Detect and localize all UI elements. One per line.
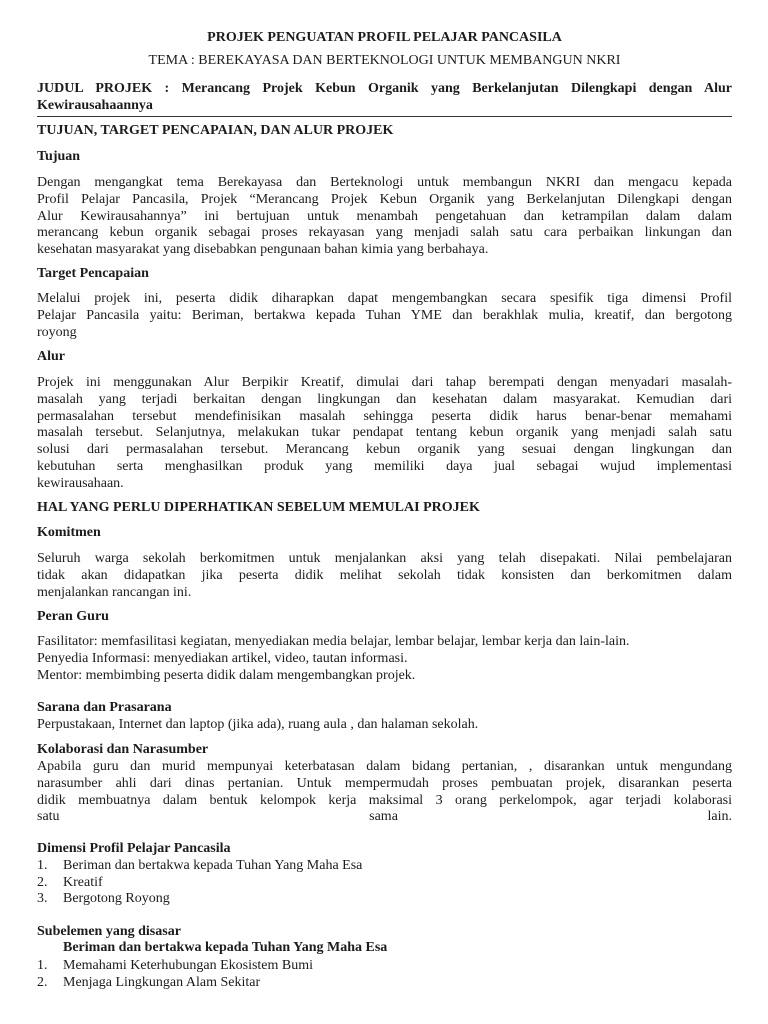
list-number: 1. bbox=[37, 858, 48, 873]
paragraph-line: royong bbox=[37, 324, 77, 340]
document-title: PROJEK PENGUATAN PROFIL PELAJAR PANCASILA bbox=[207, 30, 562, 45]
paragraph-line: menjalankan rancangan ini. bbox=[37, 584, 192, 600]
paragraph-sarana bbox=[37, 717, 732, 734]
paragraph-line: kebutuhan serta menghasilkan produk yang memiliki daya jual sebagai wujud implementasi bbox=[37, 458, 732, 474]
subheading-sarana: Sarana dan Prasarana bbox=[37, 700, 172, 715]
role-line-mentor: Mentor: membimbing peserta didik dalam mengembangkan projek. bbox=[37, 667, 416, 683]
subheading-peran-guru: Peran Guru bbox=[37, 609, 109, 624]
list-text: Beriman dan bertakwa kepada Tuhan Yang Maha Esa bbox=[63, 858, 363, 873]
paragraph-line: permasalahan tersebut mendefinisikan masalah sehingga peserta didik harus benar-benar memahami bbox=[37, 408, 732, 424]
project-title bbox=[37, 81, 732, 115]
paragraph-line: kesehatan masyarakat yang disebabkan pengunaan bahan kimia yang berbahaya. bbox=[37, 242, 489, 258]
paragraph-line: satu sama lain. bbox=[37, 809, 732, 825]
paragraph-line: tidak akan didapatkan jika peserta didik melihat sekolah tidak konsisten dan berkomitmen dalam bbox=[37, 567, 732, 583]
paragraph-line: masalah tersebut. Selanjutnya, melakukan tukar pendapat tentang kebun organik yang menjadi salah satu bbox=[37, 425, 732, 441]
subheading-tujuan: Tujuan bbox=[37, 149, 81, 164]
subheading-alur: Alur bbox=[37, 349, 65, 364]
list-text: Menjaga Lingkungan Alam Sekitar bbox=[63, 974, 261, 990]
role-line-penyedia-informasi: Penyedia Informasi: menyediakan artikel, video, tautan informasi. bbox=[37, 650, 408, 666]
paragraph-line: didik membuatnya dalam bentuk kelompok kerja maksimal 3 orang perkelompok, agar terjadi kolaborasi bbox=[37, 792, 732, 808]
list-text: Bergotong Royong bbox=[63, 891, 170, 907]
section-heading-preparation: HAL YANG PERLU DIPERHATIKAN SEBELUM MEMULAI PROJEK bbox=[37, 500, 480, 515]
title-divider bbox=[37, 116, 732, 117]
paragraph-line: Alur Kewirausahannya” ini bertujuan untuk menambah pengetahuan dan ketrampilan dalam dalam bbox=[37, 208, 732, 224]
paragraph-line: Profil Pelajar Pancasila, Projek “Merancang Projek Kebun Organik yang Berkelanjutan Dilengkapi dengan bbox=[37, 191, 732, 207]
project-title-line: JUDUL PROJEK : Merancang Projek Kebun Organik yang Berkelanjutan Dilengkapi dengan Alur bbox=[37, 81, 732, 96]
subheading-dimensi: Dimensi Profil Pelajar Pancasila bbox=[37, 841, 231, 856]
subelemen-dimension-title: Beriman dan bertakwa kepada Tuhan Yang Maha Esa bbox=[63, 940, 388, 955]
subheading-komitmen: Komitmen bbox=[37, 525, 101, 540]
paragraph-kolaborasi bbox=[37, 759, 732, 826]
paragraph-line: Melalui projek ini, peserta didik diharapkan dapat mengembangkan secara spesifik tiga dimensi Profil bbox=[37, 291, 732, 306]
paragraph-line: Apabila guru dan murid mempunyai keterbatasan dalam bidang pertanian, , disarankan untuk mengundang bbox=[37, 759, 732, 774]
list-text: Kreatif bbox=[63, 874, 103, 890]
subheading-target: Target Pencapaian bbox=[37, 266, 149, 281]
paragraph-line: Perpustakaan, Internet dan laptop (jika ada), ruang aula , dan halaman sekolah. bbox=[37, 717, 479, 732]
paragraph-line: narasumber ahli dari dinas pertanian. Untuk mempermudah proses pembuatan projek, disarankan peserta bbox=[37, 775, 732, 791]
subelemen-list bbox=[37, 958, 732, 991]
list-item bbox=[37, 975, 732, 992]
project-title-line: Kewirausahaannya bbox=[37, 97, 153, 113]
theme-line: TEMA : BEREKAYASA DAN BERTEKNOLOGI UNTUK MEMBANGUN NKRI bbox=[148, 53, 621, 68]
paragraph-komitmen bbox=[37, 551, 732, 601]
list-text: Memahami Keterhubungan Ekosistem Bumi bbox=[63, 958, 314, 973]
list-item bbox=[37, 875, 732, 892]
paragraph-target bbox=[37, 291, 732, 341]
section-heading-goals: TUJUAN, TARGET PENCAPAIAN, DAN ALUR PROJEK bbox=[37, 123, 394, 138]
paragraph-line: solusi dari permasalahan tersebut. Merancang kebun organik yang sesuai dengan lingkungan dan bbox=[37, 442, 732, 458]
list-item bbox=[37, 958, 732, 975]
dimensi-list bbox=[37, 858, 732, 908]
list-number: 3. bbox=[37, 891, 48, 907]
paragraph-line: Pelajar Pancasila yaitu: Beriman, bertakwa kepada Tuhan YME dan berakhlak mulia, kreatif, dan bergotong bbox=[37, 307, 732, 323]
paragraph-peran-guru bbox=[37, 634, 732, 684]
paragraph-tujuan bbox=[37, 175, 732, 259]
list-item bbox=[37, 858, 732, 875]
list-number: 1. bbox=[37, 958, 48, 973]
list-number: 2. bbox=[37, 874, 48, 890]
paragraph-line: masalah yang terjadi berkaitan dengan lingkungan dan kesehatan dalam masyarakat. Kemudian dari bbox=[37, 391, 732, 407]
role-line-fasilitator: Fasilitator: memfasilitasi kegiatan, menyediakan media belajar, lembar belajar, lembar kerja dan lain-lain. bbox=[37, 634, 630, 649]
list-number: 2. bbox=[37, 974, 48, 990]
paragraph-line: Dengan mengangkat tema Berekayasa dan Berteknologi untuk membangun NKRI dan mengacu kepada bbox=[37, 175, 732, 190]
subheading-kolaborasi: Kolaborasi dan Narasumber bbox=[37, 742, 209, 757]
paragraph-line: Projek ini menggunakan Alur Berpikir Kreatif, dimulai dari tahap berempati dengan menyadari masalah- bbox=[37, 375, 732, 390]
paragraph-line: merancang kebun organik sebagai proses rekayasan yang menjadi salah satu cara perbaikan linkungan dan bbox=[37, 225, 732, 241]
paragraph-line: kewirausahaan. bbox=[37, 475, 124, 491]
list-item bbox=[37, 891, 732, 908]
paragraph-line: Seluruh warga sekolah berkomitmen untuk menjalankan aksi yang telah disepakati. Nilai pembelajaran bbox=[37, 551, 732, 566]
paragraph-alur bbox=[37, 375, 732, 493]
subheading-subelemen: Subelemen yang disasar bbox=[37, 924, 181, 939]
